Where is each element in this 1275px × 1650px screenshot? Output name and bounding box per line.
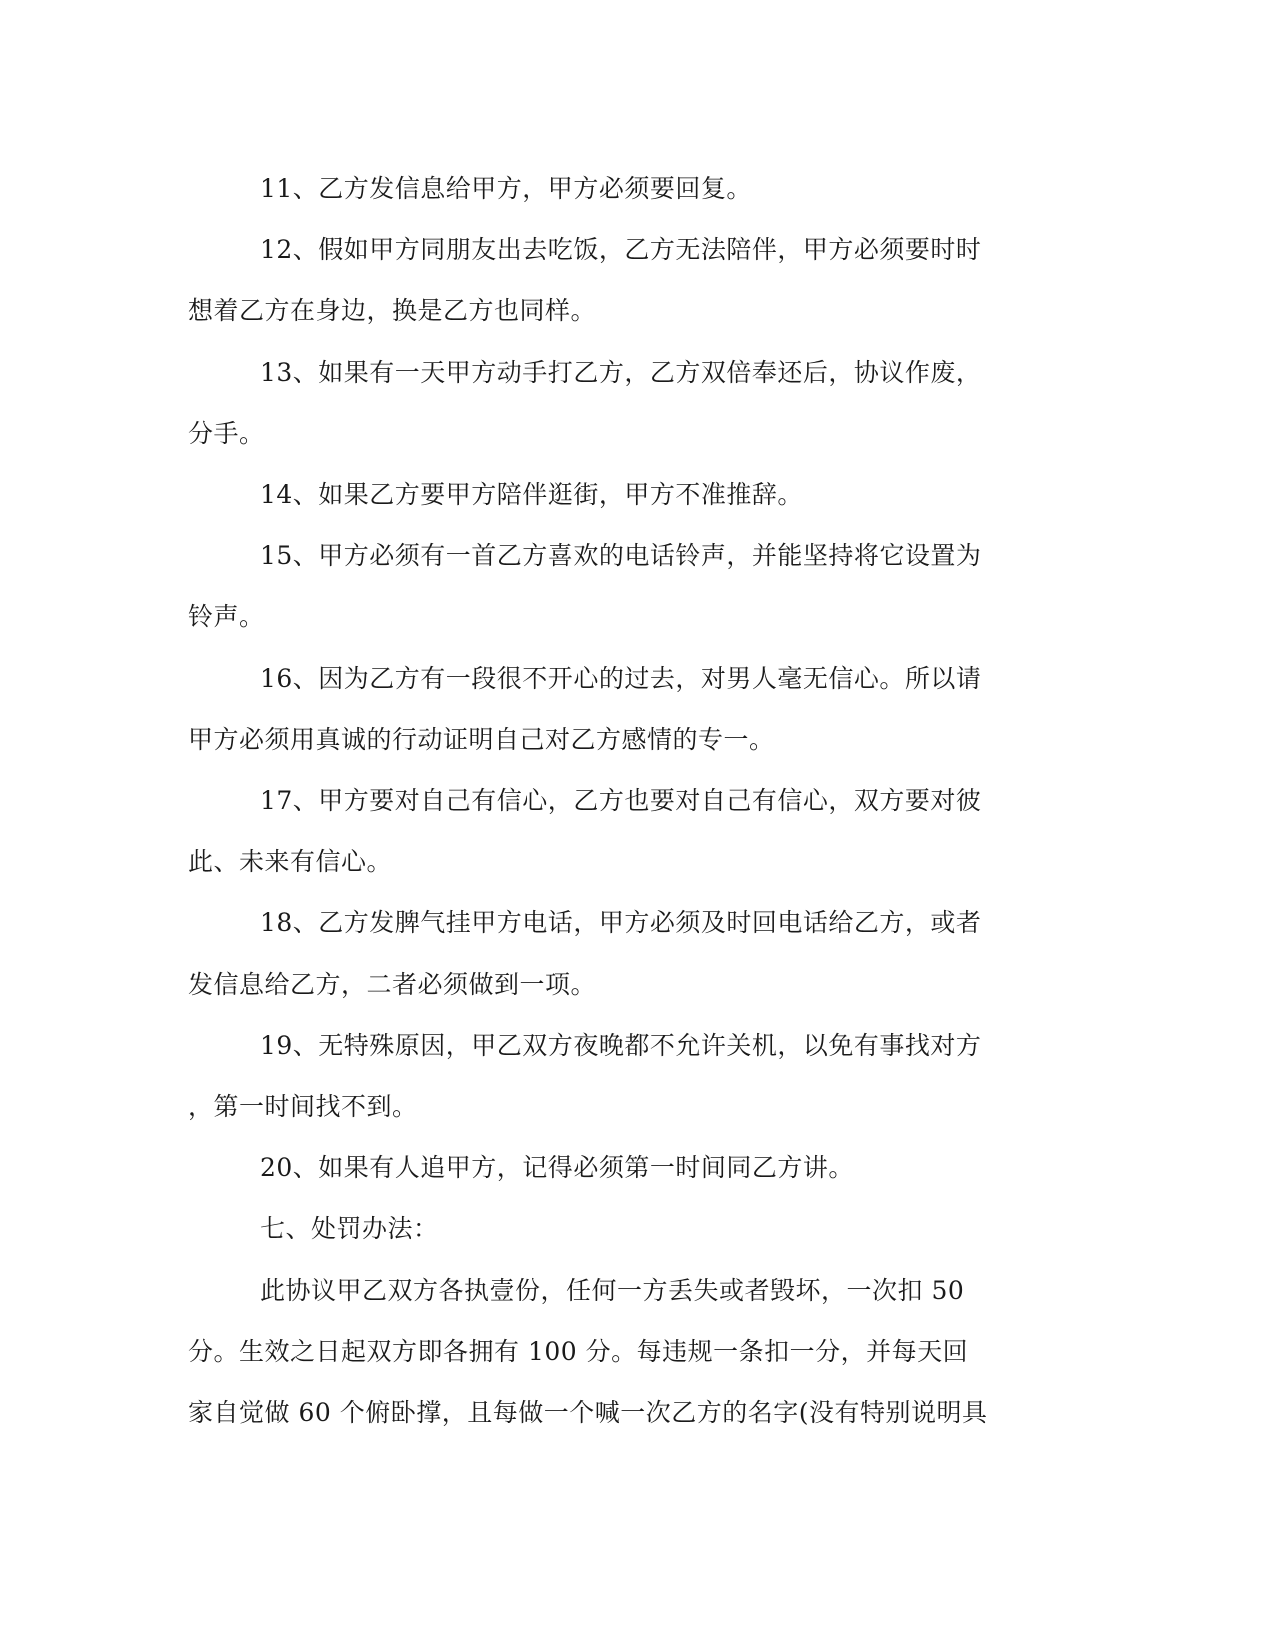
text-line: 14、如果乙方要甲方陪伴逛街，甲方不准推辞。 <box>260 480 803 510</box>
text-line: 20、如果有人追甲方，记得必须第一时间同乙方讲。 <box>260 1153 854 1183</box>
text-line: 此协议甲乙双方各执壹份，任何一方丢失或者毁坏，一次扣 50 <box>260 1275 965 1305</box>
paragraph <box>188 464 1073 525</box>
document-body <box>188 158 1073 1443</box>
text-line: 此、未来有信心。 <box>188 847 393 877</box>
text-line: 家自觉做 60 个俯卧撑，且每做一个喊一次乙方的名字(没有特别说明具 <box>188 1398 988 1428</box>
paragraph <box>188 648 1073 770</box>
paragraph <box>188 1260 1073 1444</box>
text-line: 11、乙方发信息给甲方，甲方必须要回复。 <box>260 174 752 203</box>
text-line: 发信息给乙方，二者必须做到一项。 <box>188 969 597 999</box>
paragraph <box>188 219 1073 341</box>
paragraph <box>188 525 1073 647</box>
paragraph <box>188 158 1073 219</box>
paragraph <box>188 1015 1073 1137</box>
paragraph <box>188 1198 1073 1259</box>
paragraph <box>188 342 1073 464</box>
text-line: ，第一时间找不到。 <box>188 1092 418 1122</box>
paragraph <box>188 770 1073 892</box>
text-line: 13、如果有一天甲方动手打乙方，乙方双倍奉还后，协议作废， <box>260 357 982 387</box>
text-line: 铃声。 <box>188 602 265 632</box>
text-line: 17、甲方要对自己有信心，乙方也要对自己有信心，双方要对彼 <box>260 786 982 816</box>
text-line: 七、处罚办法： <box>260 1214 439 1244</box>
text-line: 12、假如甲方同朋友出去吃饭，乙方无法陪伴，甲方必须要时时 <box>260 235 982 265</box>
paragraph <box>188 1137 1073 1198</box>
text-line: 19、无特殊原因，甲乙双方夜晚都不允许关机，以免有事找对方 <box>260 1030 982 1060</box>
paragraph <box>188 892 1073 1014</box>
text-line: 甲方必须用真诚的行动证明自己对乙方感情的专一。 <box>188 724 775 754</box>
text-line: 分。生效之日起双方即各拥有 100 分。每违规一条扣一分，并每天回 <box>188 1336 969 1366</box>
text-line: 18、乙方发脾气挂甲方电话，甲方必须及时回电话给乙方，或者 <box>260 908 982 938</box>
text-line: 想着乙方在身边，换是乙方也同样。 <box>188 296 597 326</box>
text-line: 分手。 <box>188 418 265 448</box>
text-line: 15、甲方必须有一首乙方喜欢的电话铃声，并能坚持将它设置为 <box>260 541 982 571</box>
text-line: 16、因为乙方有一段很不开心的过去，对男人毫无信心。所以请 <box>260 663 982 693</box>
